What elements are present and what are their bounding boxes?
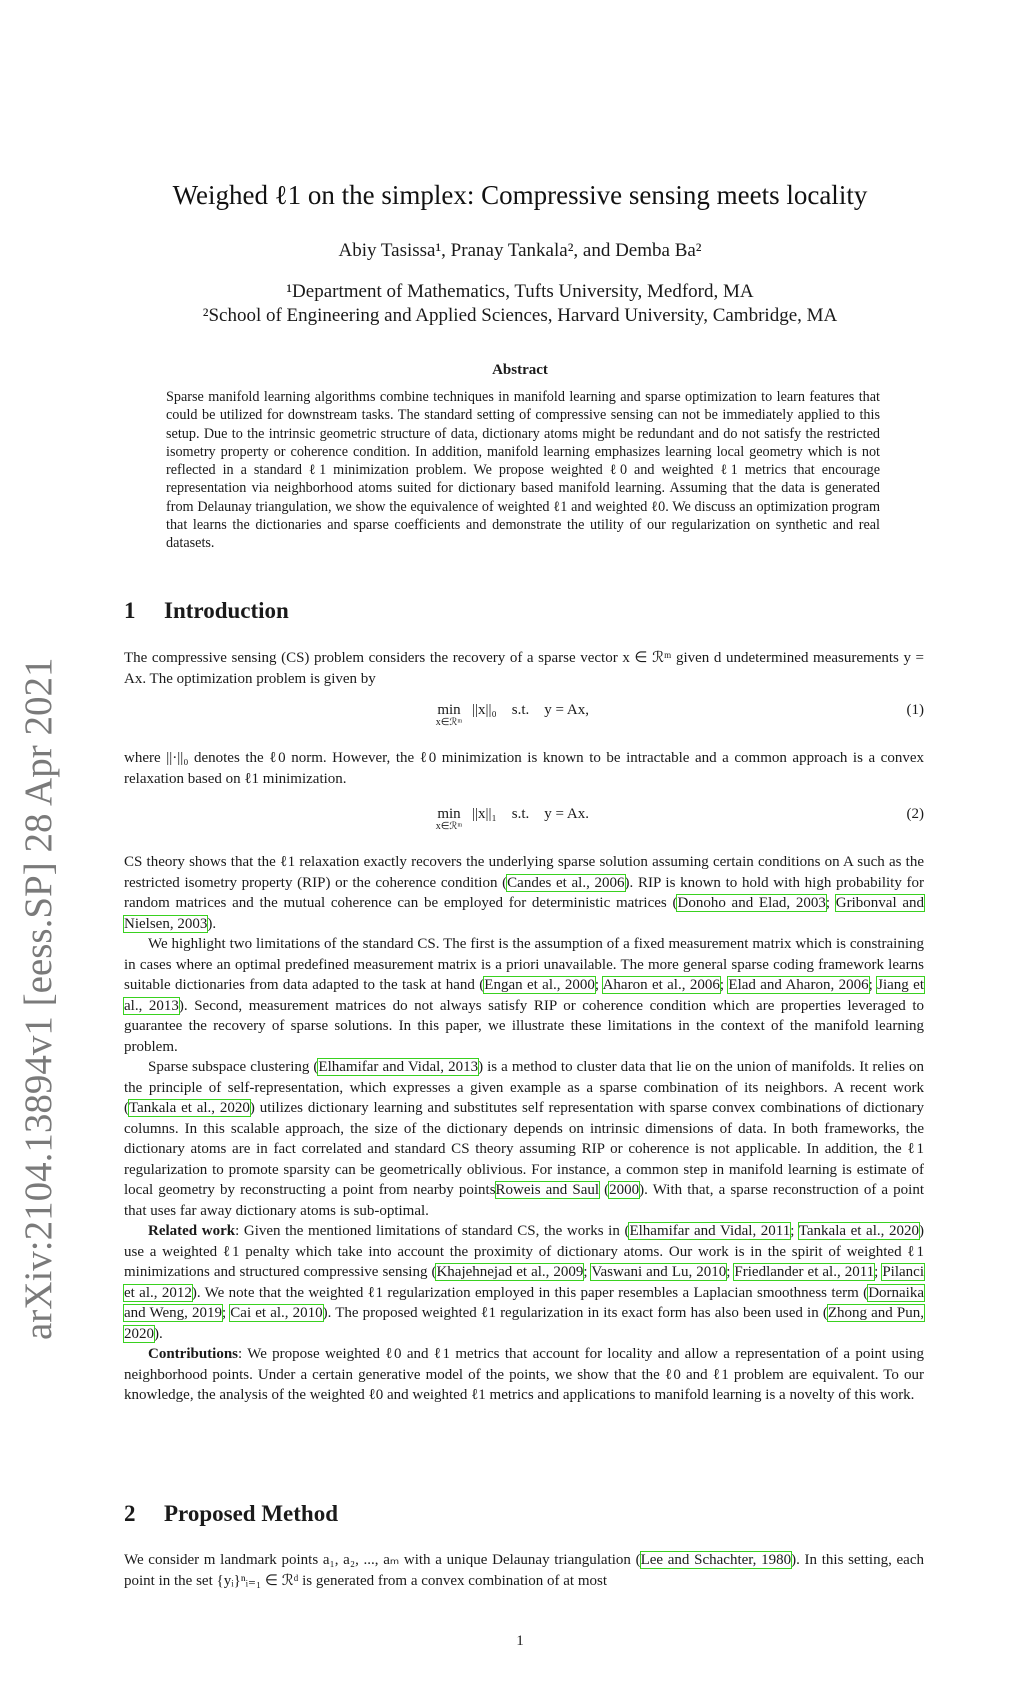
min-subscript: x∈ℛᵐ	[435, 821, 463, 832]
intro-paragraph-2: where ||·||₀ denotes the ℓ0 norm. However, the ℓ0 minimization is known to be intractable and a common approach is a convex relaxation based on ℓ1 minimization.	[124, 750, 924, 787]
citation-link[interactable]: Candes et al., 2006	[507, 874, 625, 891]
paragraph-lead: Contributions	[148, 1346, 239, 1362]
citation-link[interactable]: Khajehnejad et al., 2009	[436, 1264, 584, 1280]
abstract-heading: Abstract	[492, 362, 548, 378]
citation-link[interactable]: Engan et al., 2000	[484, 977, 595, 993]
citation-link[interactable]: Donoho and Elad, 2003	[677, 895, 826, 911]
intro-paragraph-3: CS theory shows that the ℓ1 relaxation exactly recovers the underlying sparse solution assuming certain conditions on A such as the restricted isometry property (RIP) or the coherence condition (Candes et al., 2006). RIP is known to hold with high probability for random matrices and the mutual coherence can be employed for deterministic matrices (Donoho and Elad, 2003; Gribonval and Nielsen, 2003).	[124, 854, 924, 932]
section-heading-introduction	[124, 598, 289, 624]
equation-2	[124, 806, 924, 846]
section-number: 1	[124, 598, 136, 623]
intro-body	[124, 852, 924, 1406]
section-title: Introduction	[164, 598, 289, 623]
contributions-paragraph: Contributions: We propose weighted ℓ0 and ℓ1 metrics that account for locality and allow a representation of a point using neighborhood points. Under a certain generative model of the points, we show that the ℓ0 and ℓ1 problem are equivalent. To our knowledge, the analysis of the weighted ℓ0 and weighted ℓ1 metrics and applications to manifold learning is a novelty of this work.	[124, 1346, 924, 1403]
citation-link[interactable]: Zhong and Pun, 2020	[124, 1305, 924, 1342]
equation-body: ||x||₁ s.t. y = Ax.	[472, 806, 589, 822]
equation-number: (2)	[906, 806, 924, 822]
citation-link[interactable]: Aharon et al., 2006	[602, 977, 720, 993]
citation-link[interactable]: Friedlander et al., 2011	[734, 1264, 875, 1280]
citation-link[interactable]: Elad and Aharon, 2006	[728, 977, 869, 993]
citation-link[interactable]: Tankala et al., 2020	[129, 1100, 250, 1116]
paragraph-lead: Related work	[148, 1223, 236, 1239]
citation-link[interactable]: Dornaika and Weng, 2019	[124, 1284, 924, 1321]
min-operator: min	[437, 702, 461, 718]
affiliation-2: ²School of Engineering and Applied Sciences, Harvard University, Cambridge, MA	[202, 305, 838, 326]
arxiv-id[interactable]: arXiv:2104.13894v1 [eess.SP] 28 Apr 2021	[17, 657, 60, 1340]
min-operator: min	[437, 806, 461, 822]
affiliation-1: ¹Department of Mathematics, Tufts University, Medford, MA	[286, 281, 754, 302]
equation-1	[124, 702, 924, 742]
citation-link[interactable]: Tankala et al., 2020	[798, 1223, 919, 1239]
equation-number: (1)	[906, 702, 924, 718]
abstract-text: Sparse manifold learning algorithms combine techniques in manifold learning and sparse optimization to learn features that could be utilized for downstream tasks. The standard setting of compressive sensing can not be immediately applied to this setup. Due to the intrinsic geometric structure of data, dictionary atoms might be redundant and do not satisfy the restricted isometry property or coherence condition. In addition, manifold learning emphasizes learning local geometry which is not reflected in a standard ℓ1 minimization problem. We propose weighted ℓ0 and weighted ℓ1 metrics that encourage representation via neighborhood atoms suited for dictionary based manifold learning. Assuming that the data is generated from Delaunay triangulation, we show the equivalence of weighted ℓ1 and weighted ℓ0. We discuss an optimization program that learns the dictionaries and sparse coefficients and demonstrate the utility of our regularization on synthetic and real datasets.	[166, 389, 880, 552]
citation-link[interactable]: Vaswani and Lu, 2010	[591, 1264, 727, 1280]
intro-paragraph-4: We highlight two limitations of the standard CS. The first is the assumption of a fixed measurement matrix which is constraining in cases where an optimal predefined measurement matrix is a priori unavailable. The more general sparse coding framework learns suitable dictionaries from data adapted to the task at hand (Engan et al., 2000; Aharon et al., 2006; Elad and Aharon, 2006; Jiang et al., 2013). Second, measurement matrices do not always satisfy RIP or coherence condition which are properties leveraged to guarantee the recovery of sparse solutions. In this paper, we illustrate these limitations in the context of the manifold learning problem.	[124, 936, 925, 1055]
method-paragraph-1: We consider m landmark points a₁, a₂, ..., aₘ with a unique Delaunay triangulation (Lee and Schachter, 1980). In this setting, each point in the set {yᵢ}ⁿᵢ₌₁ ∈ ℛᵈ is generated from a convex combination of at most	[124, 1552, 924, 1589]
section-heading-proposed-method	[124, 1501, 338, 1527]
intro-paragraph-5: Sparse subspace clustering (Elhamifar and Vidal, 2013) is a method to cluster data that lie on the union of manifolds. It relies on the principle of self-representation, which expresses a given example as a sparse combination of its neighbors. A recent work (Tankala et al., 2020) utilizes dictionary learning and substitutes self representation with sparse convex combinations of dictionary columns. In this scalable approach, the size of the dictionary depends on intrinsic dimensions of data. In both frameworks, the dictionary atoms are in fact correlated and standard CS theory assuming RIP or coherence is not applicable. In addition, the ℓ1 regularization to promote sparsity can be geometrically oblivious. For instance, a common step in manifold learning is estimate of local geometry by reconstructing a point from nearby pointsRoweis and Saul (2000). With that, a sparse reconstruction of a point that uses far away dictionary atoms is sub-optimal.	[124, 1059, 925, 1219]
section-number: 2	[124, 1501, 136, 1526]
citation-link[interactable]: Elhamifar and Vidal, 2011	[629, 1223, 791, 1239]
citation-link[interactable]: Jiang et al., 2013	[124, 977, 925, 1014]
min-subscript: x∈ℛᵐ	[435, 717, 463, 728]
citation-link[interactable]: 2000	[609, 1182, 640, 1198]
paper-title: Weighed ℓ1 on the simplex: Compressive sensing meets locality	[172, 180, 868, 210]
page-number: 1	[516, 1633, 524, 1649]
section-title: Proposed Method	[164, 1501, 338, 1526]
equation-body: ||x||₀ s.t. y = Ax,	[472, 702, 589, 718]
citation-link[interactable]: Lee and Schachter, 1980	[640, 1552, 792, 1568]
citation-link[interactable]: Cai et al., 2010	[230, 1305, 323, 1321]
author-list: Abiy Tasissa¹, Pranay Tankala², and Demba Ba²	[338, 240, 702, 261]
related-work-paragraph: Related work: Given the mentioned limitations of standard CS, the works in (Elhamifar and Vidal, 2011; Tankala et al., 2020) use a weighted ℓ1 penalty which take into account the proximity of dictionary atoms. Our work is in the spirit of weighted ℓ1 minimizations and structured compressive sensing (Khajehnejad et al., 2009; Vaswani and Lu, 2010; Friedlander et al., 2011; Pilanci et al., 2012). We note that the weighted ℓ1 regularization employed in this paper resembles a Laplacian smoothness term (Dornaika and Weng, 2019; Cai et al., 2010). The proposed weighted ℓ1 regularization in its exact form has also been used in (Zhong and Pun, 2020).	[124, 1223, 924, 1342]
citation-link[interactable]: Roweis and Saul	[495, 1182, 600, 1198]
citation-link[interactable]: Elhamifar and Vidal, 2013	[318, 1059, 479, 1075]
citation-link[interactable]: Pilanci et al., 2012	[124, 1264, 924, 1301]
intro-paragraph-1: The compressive sensing (CS) problem considers the recovery of a sparse vector x ∈ ℛᵐ given d undetermined measurements y = Ax. The optimization problem is given by	[124, 650, 924, 687]
citation-link[interactable]: Gribonval and Nielsen, 2003	[124, 895, 924, 932]
